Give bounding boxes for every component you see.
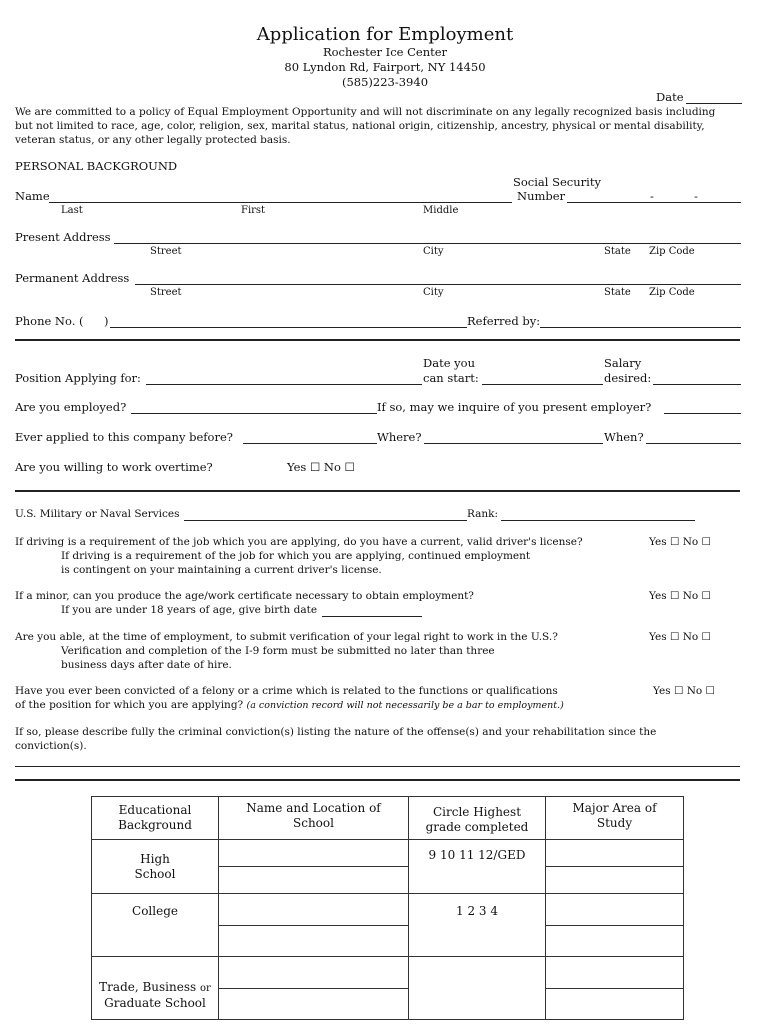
phone-label: Phone No. (: [15, 314, 84, 328]
where-label: Where?: [377, 430, 422, 444]
when-field[interactable]: [646, 443, 741, 444]
driving-note-2: is contingent on your maintaining a current driver's license.: [61, 564, 382, 576]
ssn-label-2: Number: [517, 189, 566, 203]
present-state-sub: State: [604, 246, 631, 257]
name-sub-last: Last: [61, 205, 83, 216]
education-header-grade: Circle Highest grade completed: [409, 797, 546, 840]
education-header-school: Name and Location of School: [219, 797, 409, 840]
referred-label: Referred by:: [467, 314, 541, 328]
applied-label: Ever applied to this company before?: [15, 430, 233, 444]
trade-name-cell[interactable]: [219, 957, 409, 1020]
high-school-name-cell[interactable]: [219, 840, 409, 894]
minor-yes-no[interactable]: Yes ☐ No ☐: [649, 590, 711, 602]
describe-prompt-2: conviction(s).: [15, 740, 87, 752]
verify-yes-no[interactable]: Yes ☐ No ☐: [649, 631, 711, 643]
present-city-sub: City: [423, 246, 444, 257]
section-divider-1: [15, 339, 740, 341]
military-label: U.S. Military or Naval Services: [15, 508, 180, 520]
start-date-field[interactable]: [482, 384, 603, 385]
position-label: Position Applying for:: [15, 371, 141, 385]
trade-major-cell[interactable]: [546, 957, 684, 1020]
start-label-2: can start:: [423, 371, 479, 385]
section-divider-2: [15, 490, 740, 492]
present-street-sub: Street: [150, 246, 182, 257]
salary-field[interactable]: [653, 384, 741, 385]
driving-note-1: If driving is a requirement of the job for which you are applying, continued employment: [61, 550, 531, 562]
name-label: Name: [15, 189, 50, 203]
date-field[interactable]: [686, 103, 742, 104]
personal-section-title: PERSONAL BACKGROUND: [15, 159, 178, 173]
education-row-high-school: [92, 840, 684, 894]
trade-label: Trade, Business or Graduate School: [92, 957, 219, 1020]
permanent-address-label: Permanent Address: [15, 271, 130, 285]
when-label: When?: [604, 430, 644, 444]
permanent-zip-sub: Zip Code: [649, 287, 695, 298]
overtime-label: Are you willing to work overtime?: [15, 460, 213, 474]
education-table: [91, 796, 684, 1020]
permanent-state-sub: State: [604, 287, 631, 298]
salary-label-2: desired:: [604, 371, 652, 385]
education-header-background: Educational Background: [92, 797, 219, 840]
trade-grades[interactable]: [409, 957, 546, 1020]
college-grades[interactable]: 1 2 3 4: [409, 894, 546, 957]
driving-yes-no[interactable]: Yes ☐ No ☐: [649, 536, 711, 548]
overtime-yes-no[interactable]: Yes ☐ No ☐: [287, 460, 355, 474]
ssn-field[interactable]: [567, 202, 741, 203]
where-field[interactable]: [424, 443, 603, 444]
education-row-college: [92, 894, 684, 957]
high-school-major-cell[interactable]: [546, 840, 684, 894]
employed-field[interactable]: [131, 413, 377, 414]
felony-question-2: [15, 699, 564, 711]
section-divider-3: [15, 779, 740, 781]
inquire-label: If so, may we inquire of you present employer?: [377, 400, 652, 414]
referred-field[interactable]: [540, 327, 741, 328]
ssn-dash-2: -: [694, 189, 698, 203]
inquire-field[interactable]: [664, 413, 741, 414]
present-zip-sub: Zip Code: [649, 246, 695, 257]
college-label: College: [92, 894, 219, 957]
rank-label: Rank:: [467, 508, 499, 520]
ssn-label-1: Social Security: [513, 175, 601, 189]
high-school-label: High School: [92, 840, 219, 894]
ssn-dash-1: -: [650, 189, 654, 203]
position-field[interactable]: [146, 384, 422, 385]
felony-yes-no[interactable]: Yes ☐ No ☐: [653, 685, 715, 697]
org-address: 80 Lyndon Rd, Fairport, NY 14450: [284, 60, 486, 74]
phone-field[interactable]: [110, 327, 467, 328]
permanent-city-sub: City: [423, 287, 444, 298]
applied-field[interactable]: [243, 443, 377, 444]
name-field[interactable]: [49, 202, 512, 203]
verify-note-2: business days after date of hire.: [61, 659, 232, 671]
phone-close-paren: ): [104, 314, 109, 328]
eeo-line-1: We are committed to a policy of Equal Employment Opportunity and will not discriminate on any legally recognized basis including: [15, 106, 716, 118]
minor-question: If a minor, can you produce the age/work certificate necessary to obtain employment?: [15, 590, 474, 602]
education-header-major: Major Area of Study: [546, 797, 684, 840]
salary-label-1: Salary: [604, 356, 642, 370]
eeo-line-2: but not limited to race, age, color, religion, sex, marital status, national origin, citizenship, ancestry, physical or mental disability,: [15, 120, 705, 132]
employed-label: Are you employed?: [15, 400, 127, 414]
org-phone: (585)223-3940: [341, 75, 429, 89]
conviction-description-field[interactable]: [15, 766, 740, 767]
describe-prompt: If so, please describe fully the criminal conviction(s) listing the nature of the offense(s) and your rehabilitation since the: [15, 726, 657, 738]
date-label: Date: [656, 90, 684, 104]
college-name-cell[interactable]: [219, 894, 409, 957]
verify-question: Are you able, at the time of employment, to submit verification of your legal right to work in the U.S.?: [15, 631, 558, 643]
name-sub-middle: Middle: [423, 205, 459, 216]
org-name: Rochester Ice Center: [322, 45, 448, 59]
permanent-street-sub: Street: [150, 287, 182, 298]
start-label-1: Date you: [423, 356, 475, 370]
education-row-trade: [92, 957, 684, 1020]
college-major-cell[interactable]: [546, 894, 684, 957]
rank-field[interactable]: [501, 520, 695, 521]
verify-note-1: Verification and completion of the I-9 form must be submitted no later than three: [61, 645, 495, 657]
birth-date-field[interactable]: [322, 616, 422, 617]
birth-date-label: If you are under 18 years of age, give birth date: [61, 604, 318, 616]
present-address-field[interactable]: [114, 243, 741, 244]
name-sub-first: First: [241, 205, 266, 216]
felony-note: (a conviction record will not necessarily be a bar to employment.): [246, 700, 564, 711]
permanent-address-field[interactable]: [135, 284, 741, 285]
education-header-row: [92, 797, 684, 840]
form-title: Application for Employment: [256, 24, 514, 45]
high-school-grades[interactable]: 9 10 11 12/GED: [409, 840, 546, 894]
military-field[interactable]: [184, 520, 467, 521]
felony-question-2-text: of the position for which you are applying?: [15, 699, 244, 711]
driving-question: If driving is a requirement of the job which you are applying, do you have a current, valid driver's license?: [15, 536, 583, 548]
eeo-line-3: veteran status, or any other legally protected basis.: [15, 134, 291, 146]
felony-question: Have you ever been convicted of a felony or a crime which is related to the functions or qualifications: [15, 685, 558, 697]
present-address-label: Present Address: [15, 230, 111, 244]
